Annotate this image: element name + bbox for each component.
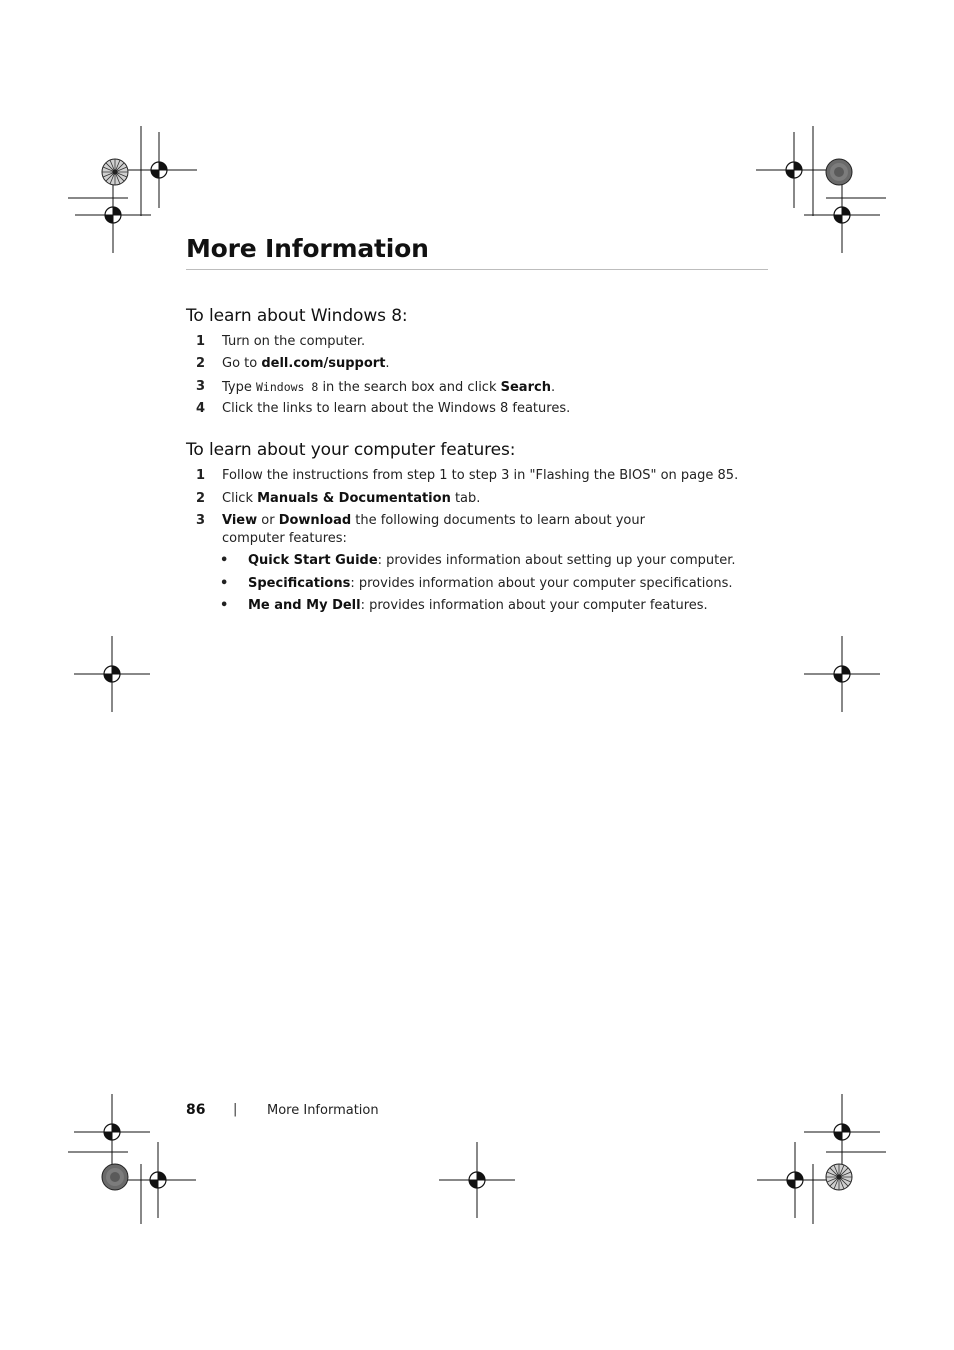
crop-mark-top-left: [68, 126, 197, 253]
step-number: 4: [196, 401, 206, 416]
step-number: 2: [196, 491, 206, 506]
step-text: Go to dell.com/support.: [222, 356, 390, 371]
step-text: View or Download the following documents to learn about your computer features:: [222, 513, 645, 546]
step-text: Click the links to learn about the Windows 8 features.: [222, 401, 571, 416]
page-title: More Information: [186, 234, 768, 270]
step-number: 3: [196, 379, 206, 394]
code-text: Windows 8: [256, 380, 319, 394]
crop-mark-mid-right: [804, 636, 880, 712]
crop-mark-bottom-left: [68, 1094, 196, 1224]
step-text: Follow the instructions from step 1 to step 3 in "Flashing the BIOS" on page 85.: [222, 468, 739, 483]
footer-separator: |: [233, 1102, 238, 1117]
features-section-heading: To learn about your computer features:: [186, 440, 516, 460]
step-number: 3: [196, 513, 206, 528]
step-text: Click Manuals & Documentation tab.: [222, 491, 481, 506]
step-number: 1: [196, 468, 206, 483]
crop-mark-bottom-center: [439, 1142, 515, 1218]
crop-mark-top-right: [756, 126, 886, 253]
support-url: dell.com/support: [261, 356, 386, 371]
page-number: 86: [186, 1102, 206, 1118]
windows-section-heading: To learn about Windows 8:: [186, 306, 408, 326]
crop-mark-mid-left: [74, 636, 150, 712]
footer-section-name: More Information: [267, 1103, 379, 1118]
bullet-icon: •: [220, 598, 229, 613]
bullet-icon: •: [220, 576, 229, 591]
bullet-icon: •: [220, 553, 229, 568]
step-text: Turn on the computer.: [222, 334, 366, 349]
step-number: 1: [196, 334, 206, 349]
crop-mark-bottom-right: [757, 1094, 886, 1224]
step-number: 2: [196, 356, 206, 371]
step-text: Type Windows 8 in the search box and click Search.: [222, 380, 556, 395]
